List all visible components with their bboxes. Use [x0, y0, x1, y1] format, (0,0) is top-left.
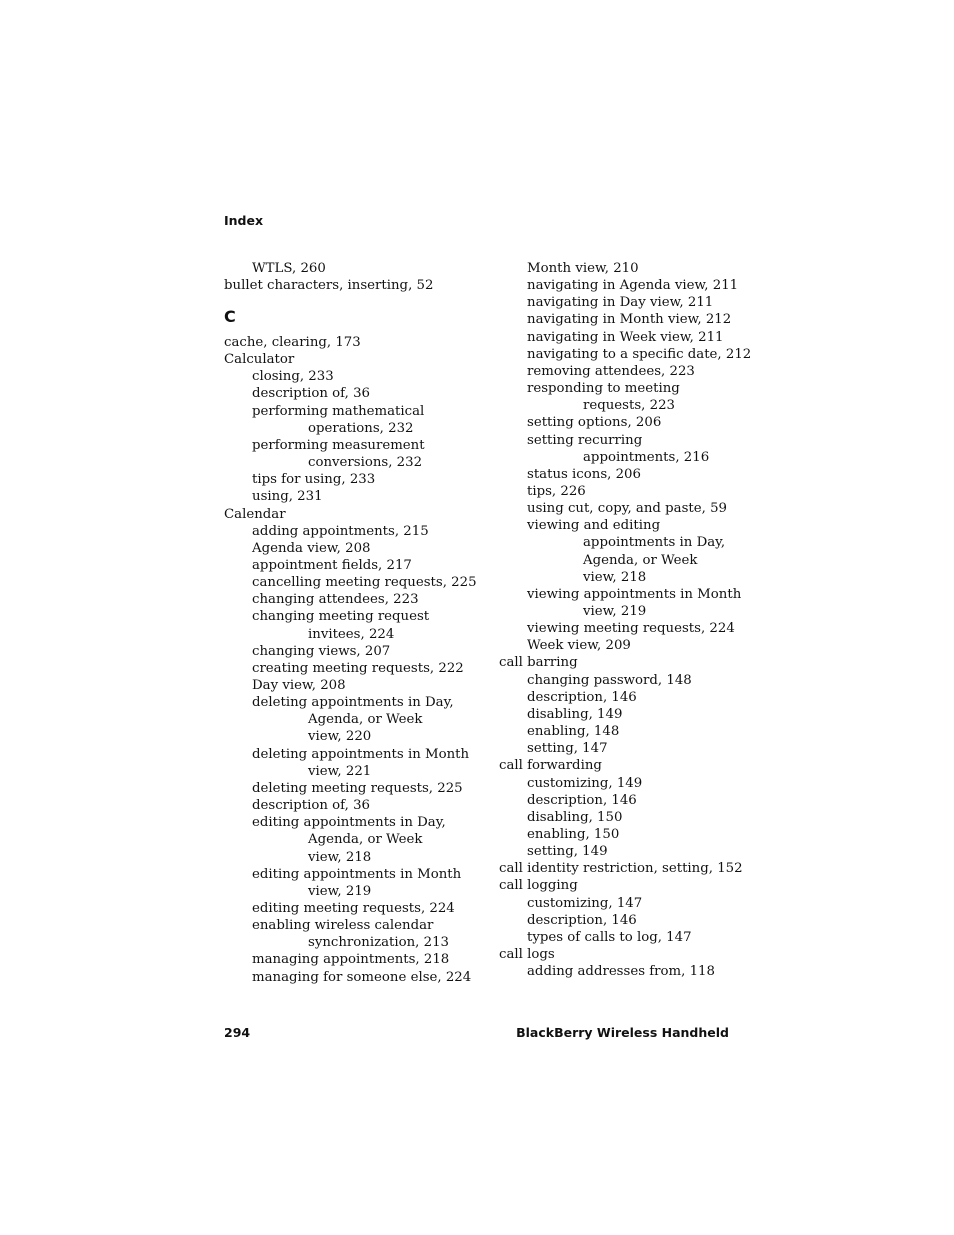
index-subentry: WTLS, 260: [252, 261, 326, 276]
index-subentry: editing appointments in Month: [252, 866, 462, 882]
index-subentry: responding to meeting: [527, 381, 680, 397]
index-subentry: customizing, 147: [527, 895, 643, 911]
index-entry: call forwarding: [499, 758, 602, 774]
index-subentry: deleting appointments in Month: [252, 746, 470, 762]
index-subentry: customizing, 149: [527, 775, 643, 791]
index-subentry: viewing and editing: [527, 518, 661, 534]
index-subentry: types of calls to log, 147: [527, 929, 692, 945]
index-subentry: navigating in Month view, 212: [527, 312, 732, 328]
index-entry: Calculator: [224, 352, 295, 368]
index-subentry: changing views, 207: [252, 643, 391, 659]
index-entry: bullet characters, inserting, 52: [224, 278, 434, 294]
index-subentry: changing password, 148: [527, 672, 692, 688]
index-subentry: using cut, copy, and paste, 59: [527, 501, 727, 517]
index-subentry: description of, 36: [252, 798, 370, 814]
index-subentry: closing, 233: [252, 369, 334, 385]
index-subentry: description, 146: [527, 792, 637, 808]
index-subentry: managing appointments, 218: [252, 952, 450, 968]
index-entry: call barring: [499, 655, 578, 671]
index-entry-continuation: conversions, 232: [308, 455, 423, 471]
index-subentry: deleting meeting requests, 225: [252, 780, 463, 796]
index-subentry: status icons, 206: [527, 466, 641, 482]
index-entry-continuation: Agenda, or Week: [308, 832, 423, 848]
index-subentry: performing measurement: [252, 437, 425, 453]
index-subentry: disabling, 150: [527, 809, 623, 825]
index-subentry: viewing meeting requests, 224: [527, 621, 735, 637]
index-subentry: cancelling meeting requests, 225: [252, 575, 477, 591]
index-subentry: enabling, 148: [527, 724, 620, 740]
index-subentry: adding addresses from, 118: [527, 964, 715, 980]
index-subentry: navigating to a specific date, 212: [527, 346, 752, 362]
index-subentry: setting, 147: [527, 741, 608, 757]
index-entry-continuation: Agenda, or Week: [583, 552, 698, 568]
index-entry-continuation: appointments, 216: [583, 449, 710, 465]
index-subentry: changing meeting request: [252, 609, 430, 625]
index-subentry: Month view, 210: [527, 261, 639, 276]
index-subentry: editing meeting requests, 224: [252, 900, 455, 916]
index-subentry: description, 146: [527, 912, 637, 928]
index-subentry: description of, 36: [252, 386, 370, 402]
index-entry-continuation: appointments in Day,: [583, 535, 726, 551]
index-entry-continuation: view, 221: [308, 763, 372, 779]
index-entry-continuation: view, 219: [308, 883, 372, 899]
index-subentry: setting options, 206: [527, 415, 662, 431]
index-subentry: description, 146: [527, 689, 637, 705]
running-header: Index: [224, 213, 264, 228]
index-subentry: Day view, 208: [252, 678, 346, 693]
index-entry: call logs: [499, 947, 555, 962]
index-entry: call logging: [499, 878, 578, 894]
index-subentry: appointment fields, 217: [252, 557, 412, 573]
index-subentry: removing attendees, 223: [527, 363, 695, 379]
index-subentry: tips for using, 233: [252, 472, 376, 488]
index-entry: cache, clearing, 173: [224, 335, 361, 350]
index-subentry: editing appointments in Day,: [252, 815, 446, 831]
index-subentry: creating meeting requests, 222: [252, 660, 464, 676]
index-subentry: setting recurring: [527, 432, 643, 448]
index-entry-continuation: view, 218: [583, 569, 647, 585]
index-entry-continuation: operations, 232: [308, 420, 414, 436]
index-entry: Calendar: [224, 506, 286, 522]
index-subentry: viewing appointments in Month: [527, 586, 742, 602]
index-entry: call identity restriction, setting, 152: [499, 861, 743, 877]
index-subentry: Week view, 209: [527, 638, 631, 654]
index-entry-continuation: synchronization, 213: [308, 935, 450, 951]
index-subentry: setting, 149: [527, 844, 608, 860]
index-entry-continuation: invitees, 224: [308, 626, 395, 642]
index-subentry: enabling, 150: [527, 826, 620, 842]
index-subentry: changing attendees, 223: [252, 592, 419, 608]
index-entry-continuation: requests, 223: [583, 398, 675, 414]
index-subentry: adding appointments, 215: [252, 523, 429, 539]
page-number: 294: [224, 1025, 251, 1040]
footer-book-title: BlackBerry Wireless Handheld: [516, 1025, 729, 1040]
index-subentry: disabling, 149: [527, 706, 623, 722]
index-subentry: deleting appointments in Day,: [252, 695, 454, 711]
index-entry-continuation: view, 218: [308, 849, 372, 865]
index-subentry: performing mathematical: [252, 403, 425, 419]
index-subentry: navigating in Week view, 211: [527, 329, 724, 345]
index-subentry: managing for someone else, 224: [252, 969, 472, 985]
index-subentry: navigating in Agenda view, 211: [527, 278, 739, 294]
index-entry-continuation: view, 220: [308, 729, 372, 745]
index-subentry: using, 231: [252, 489, 323, 505]
index-entry-continuation: view, 219: [583, 604, 647, 619]
index-subentry: tips, 226: [527, 483, 586, 499]
index-subentry: navigating in Day view, 211: [527, 295, 714, 311]
index-subentry: enabling wireless calendar: [252, 918, 434, 934]
index-entry-continuation: Agenda, or Week: [308, 712, 423, 728]
index-subentry: Agenda view, 208: [252, 540, 371, 556]
section-letter: C: [224, 307, 236, 326]
